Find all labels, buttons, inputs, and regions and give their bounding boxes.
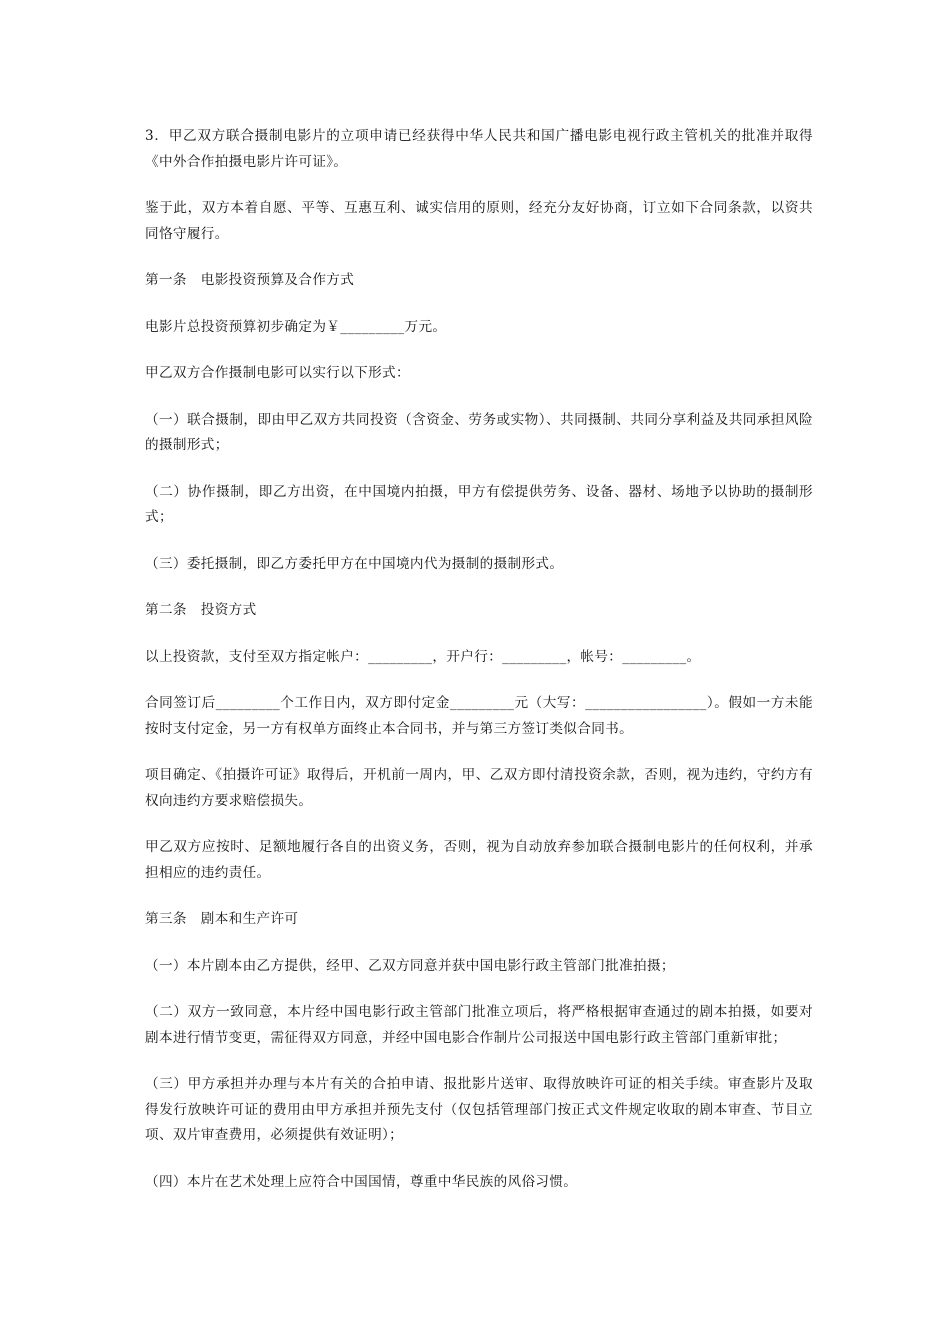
balance-payment-paragraph: 项目确定、《拍摄许可证》取得后，开机前一周内，甲、乙双方即付清投资余款，否则，视为违约，守约方有权向违约方要求赔偿损失。 [145, 767, 813, 809]
budget-paragraph: 电影片总投资预算初步确定为￥_________万元。 [145, 318, 447, 335]
cooperation-forms-intro: 甲乙双方合作摄制电影可以实行以下形式： [145, 365, 410, 381]
form-joint-production: （一）联合摄制，即由甲乙双方共同投资（含资金、劳务或实物）、共同摄制、共同分享利益及共同承担风险的摄制形式； [145, 411, 813, 453]
script-clause-4: （四）本片在艺术处理上应符合中国国情，尊重中华民族的风俗习惯。 [145, 1173, 578, 1190]
article-3-heading: 第三条 剧本和生产许可 [145, 911, 299, 927]
script-clause-3: （三）甲方承担并办理与本片有关的合拍申请、报批影片送审、取得放映许可证的相关手续。审查影片及取得发行放映许可证的费用由甲方承担并预先支付（仅包括管理部门按正式文件规定收取的剧本审查、节目立项、双片审查费用，必须提供有效证明）； [145, 1076, 813, 1143]
form-commissioned-production: （三）委托摄制，即乙方委托甲方在中国境内代为摄制的摄制形式。 [145, 555, 564, 572]
contract-document [145, 124, 813, 1216]
investment-obligation-paragraph: 甲乙双方应按时、足额地履行各自的出资义务，否则，视为自动放弃参加联合摄制电影片的任何权利，并承担相应的违约责任。 [145, 839, 813, 881]
preamble-paragraph: 鉴于此，双方本着自愿、平等、互惠互利、诚实信用的原则，经充分友好协商，订立如下合同条款，以资共同恪守履行。 [145, 200, 813, 242]
article-2-heading: 第二条 投资方式 [145, 602, 257, 618]
deposit-paragraph: 合同签订后_________个工作日内，双方即付定金_________元（大写：_________________）。假如一方未能按时支付定金，另一方有权单方面终止本合同书，并与第三方签订类似合同书。 [145, 695, 813, 737]
form-assisted-production: （二）协作摄制，即乙方出资，在中国境内拍摄，甲方有偿提供劳务、设备、器材、场地予以协助的摄制形式； [145, 483, 813, 525]
payment-account-paragraph: 以上投资款，支付至双方指定帐户：_________，开户行：_________，帐号：_________。 [145, 648, 701, 665]
article-1-heading: 第一条 电影投资预算及合作方式 [145, 272, 355, 288]
clause-3-approval: 3．甲乙双方联合摄制电影片的立项申请已经获得中华人民共和国广播电影电视行政主管机关的批准并取得《中外合作拍摄电影片许可证》。 [145, 128, 813, 170]
script-clause-1: （一）本片剧本由乙方提供，经甲、乙双方同意并获中国电影行政主管部门批准拍摄； [145, 957, 675, 974]
script-clause-2: （二）双方一致同意，本片经中国电影行政主管部门批准立项后，将严格根据审查通过的剧本拍摄，如要对剧本进行情节变更，需征得双方同意，并经中国电影合作制片公司报送中国电影行政主管部门重新审批； [145, 1004, 813, 1046]
